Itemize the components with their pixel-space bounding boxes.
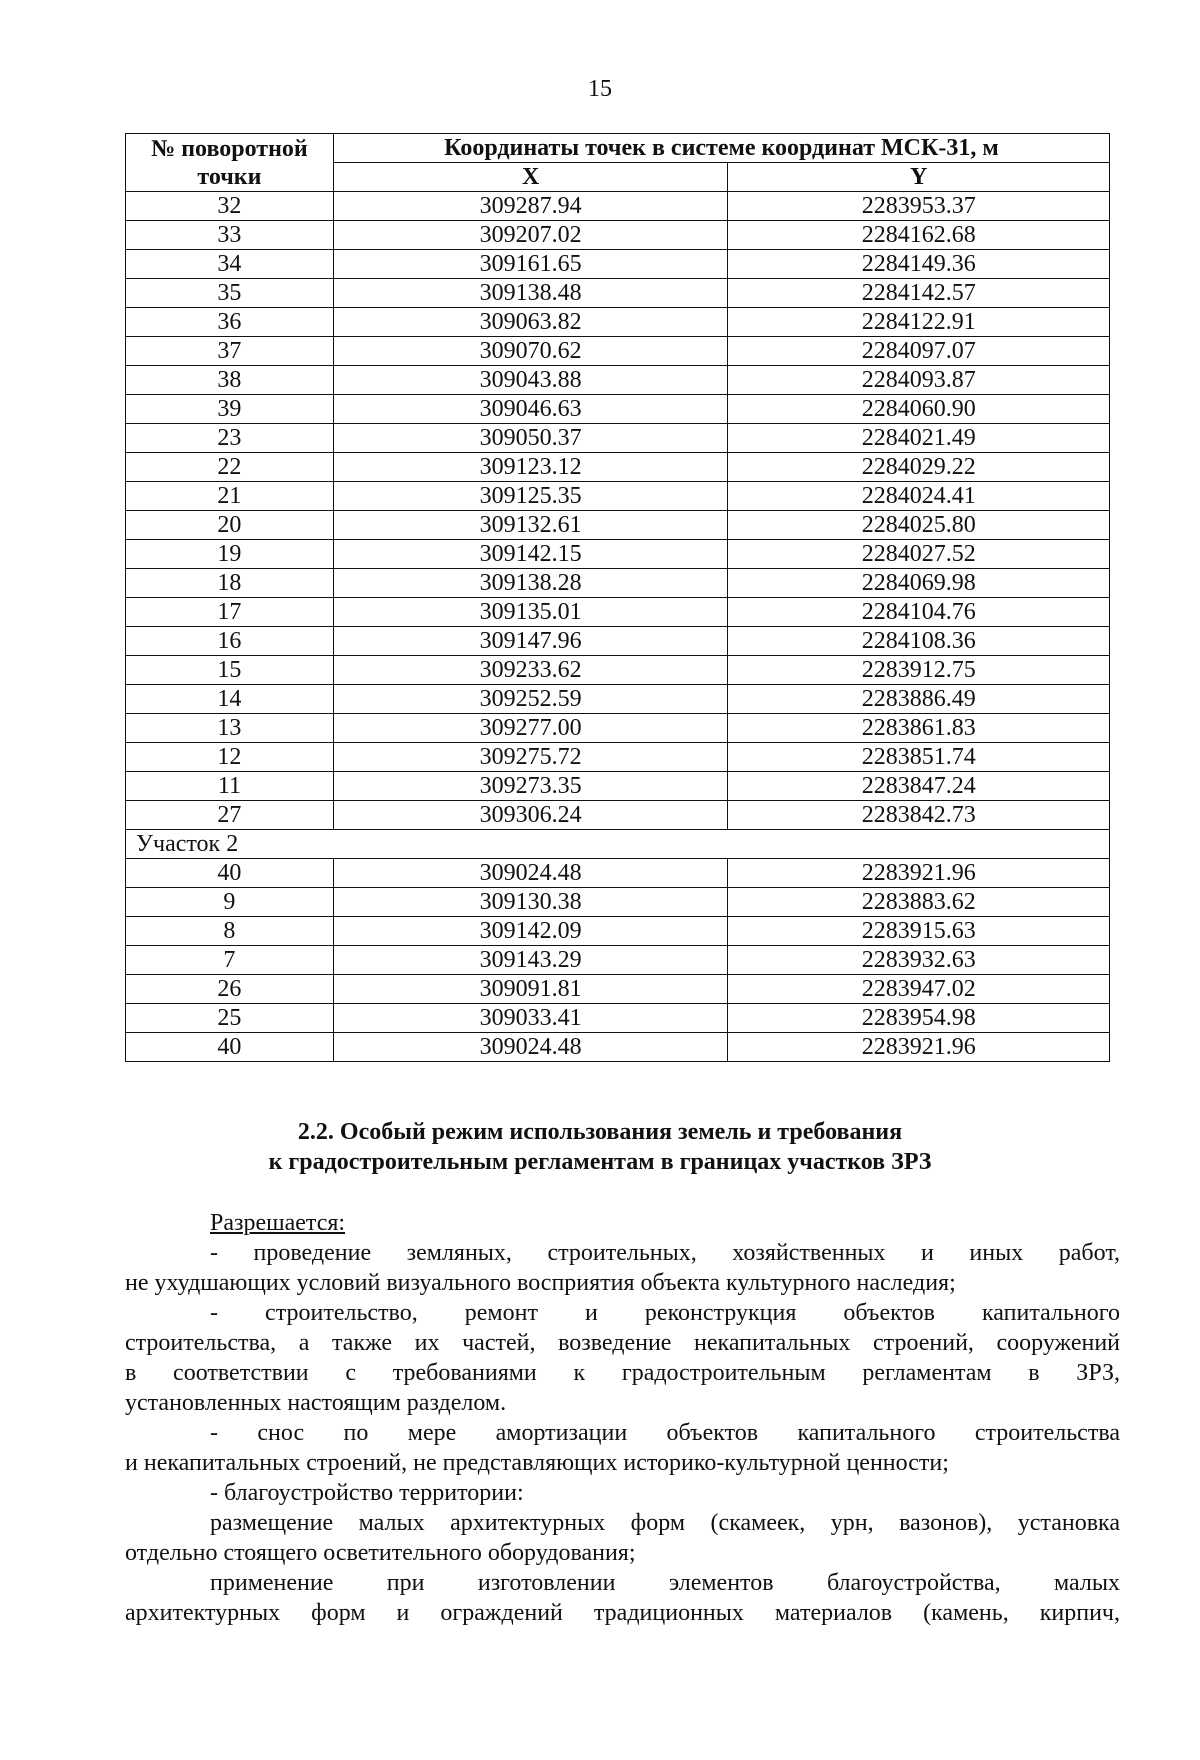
paragraph <box>125 1478 1120 1508</box>
point-number-cell: 40 <box>126 1033 334 1062</box>
table-row <box>126 250 1110 279</box>
x-cell: 309135.01 <box>333 598 728 627</box>
point-number-cell: 11 <box>126 772 334 801</box>
x-cell: 309306.24 <box>333 801 728 830</box>
table-row <box>126 337 1110 366</box>
point-number-cell: 7 <box>126 946 334 975</box>
x-cell: 309142.09 <box>333 917 728 946</box>
x-cell: 309207.02 <box>333 221 728 250</box>
point-number-cell: 20 <box>126 511 334 540</box>
point-number-cell: 8 <box>126 917 334 946</box>
y-cell: 2283886.49 <box>728 685 1110 714</box>
y-cell: 2283953.37 <box>728 192 1110 221</box>
point-number-cell: 25 <box>126 1004 334 1033</box>
table-row <box>126 424 1110 453</box>
point-number-cell: 36 <box>126 308 334 337</box>
point-number-cell: 16 <box>126 627 334 656</box>
text-line: и некапитальных строений, не представляющих историко-культурной ценности; <box>125 1450 949 1476</box>
x-cell: 309130.38 <box>333 888 728 917</box>
x-cell: 309070.62 <box>333 337 728 366</box>
y-cell: 2283921.96 <box>728 1033 1110 1062</box>
paragraph <box>125 1418 1120 1478</box>
y-cell: 2284021.49 <box>728 424 1110 453</box>
point-number-cell: 33 <box>126 221 334 250</box>
y-cell: 2283851.74 <box>728 743 1110 772</box>
table-row <box>126 569 1110 598</box>
text-line: не ухудшающих условий визуального восприятия объекта культурного наследия; <box>125 1270 956 1296</box>
x-cell: 309024.48 <box>333 1033 728 1062</box>
y-cell: 2283915.63 <box>728 917 1110 946</box>
point-number-cell: 37 <box>126 337 334 366</box>
y-cell: 2284162.68 <box>728 221 1110 250</box>
page-number: 15 <box>588 76 612 102</box>
text-line: - благоустройство территории: <box>210 1480 524 1506</box>
y-cell: 2283861.83 <box>728 714 1110 743</box>
coordinates-table <box>125 133 1110 1062</box>
point-number-cell: 32 <box>126 192 334 221</box>
section-label: Участок 2 <box>126 830 1110 859</box>
y-cell: 2284108.36 <box>728 627 1110 656</box>
table-row <box>126 888 1110 917</box>
paragraph <box>125 1568 1120 1628</box>
point-number-cell: 27 <box>126 801 334 830</box>
text-line: применение при изготовлении элементов благоустройства, малых <box>210 1570 1120 1596</box>
x-cell: 309233.62 <box>333 656 728 685</box>
y-cell: 2284122.91 <box>728 308 1110 337</box>
x-cell: 309132.61 <box>333 511 728 540</box>
x-cell: 309273.35 <box>333 772 728 801</box>
table-row <box>126 975 1110 1004</box>
point-number-cell: 22 <box>126 453 334 482</box>
table-row <box>126 453 1110 482</box>
table-row <box>126 685 1110 714</box>
point-number-cell: 9 <box>126 888 334 917</box>
point-number-header: № поворотной точки <box>126 134 334 192</box>
x-cell: 309138.48 <box>333 279 728 308</box>
table-row <box>126 801 1110 830</box>
x-cell: 309138.28 <box>333 569 728 598</box>
table-row <box>126 221 1110 250</box>
point-number-cell: 21 <box>126 482 334 511</box>
x-cell: 309043.88 <box>333 366 728 395</box>
table-row <box>126 859 1110 888</box>
paragraph <box>125 1238 1120 1298</box>
table-row <box>126 308 1110 337</box>
table-row <box>126 714 1110 743</box>
table-row <box>126 772 1110 801</box>
table-row <box>126 366 1110 395</box>
table-row <box>126 946 1110 975</box>
table-row <box>126 1004 1110 1033</box>
table-row <box>126 598 1110 627</box>
y-cell: 2283932.63 <box>728 946 1110 975</box>
text-line: размещение малых архитектурных форм (скамеек, урн, вазонов), установка <box>210 1510 1120 1536</box>
y-cell: 2283847.24 <box>728 772 1110 801</box>
point-number-cell: 14 <box>126 685 334 714</box>
allowed-label: Разрешается: <box>210 1210 346 1236</box>
paragraph <box>125 1508 1120 1568</box>
point-number-cell: 19 <box>126 540 334 569</box>
paragraph <box>125 1298 1120 1418</box>
y-cell: 2284029.22 <box>728 453 1110 482</box>
y-cell: 2284024.41 <box>728 482 1110 511</box>
point-number-cell: 40 <box>126 859 334 888</box>
y-cell: 2284093.87 <box>728 366 1110 395</box>
y-header: Y <box>728 163 1110 192</box>
y-cell: 2284025.80 <box>728 511 1110 540</box>
heading-line: к градостроительным регламентам в границах участков ЗРЗ <box>268 1149 932 1175</box>
table-row <box>126 743 1110 772</box>
body-text <box>125 1208 1120 1628</box>
text-line: архитектурных форм и ограждений традиционных материалов (камень, кирпич, <box>125 1600 1120 1626</box>
y-cell: 2283842.73 <box>728 801 1110 830</box>
x-cell: 309142.15 <box>333 540 728 569</box>
section-heading <box>0 1117 1200 1177</box>
x-cell: 309275.72 <box>333 743 728 772</box>
point-number-cell: 39 <box>126 395 334 424</box>
text-line: строительства, а также их частей, возведение некапитальных строений, сооружений <box>125 1330 1120 1356</box>
y-cell: 2283912.75 <box>728 656 1110 685</box>
y-cell: 2284142.57 <box>728 279 1110 308</box>
table-row <box>126 192 1110 221</box>
point-number-cell: 34 <box>126 250 334 279</box>
point-number-cell: 17 <box>126 598 334 627</box>
y-cell: 2284149.36 <box>728 250 1110 279</box>
y-cell: 2284097.07 <box>728 337 1110 366</box>
x-cell: 309143.29 <box>333 946 728 975</box>
coords-header: Координаты точек в системе координат МСК-31, м <box>333 134 1109 163</box>
x-header: X <box>333 163 728 192</box>
x-cell: 309091.81 <box>333 975 728 1004</box>
y-cell: 2283883.62 <box>728 888 1110 917</box>
y-cell: 2284027.52 <box>728 540 1110 569</box>
x-cell: 309277.00 <box>333 714 728 743</box>
text-line: - проведение земляных, строительных, хозяйственных и иных работ, <box>210 1240 1120 1266</box>
x-cell: 309033.41 <box>333 1004 728 1033</box>
x-cell: 309161.65 <box>333 250 728 279</box>
x-cell: 309123.12 <box>333 453 728 482</box>
table-row <box>126 279 1110 308</box>
x-cell: 309063.82 <box>333 308 728 337</box>
y-cell: 2284060.90 <box>728 395 1110 424</box>
table-row <box>126 627 1110 656</box>
table-row <box>126 917 1110 946</box>
x-cell: 309050.37 <box>333 424 728 453</box>
x-cell: 309125.35 <box>333 482 728 511</box>
table-row <box>126 540 1110 569</box>
point-number-cell: 23 <box>126 424 334 453</box>
x-cell: 309147.96 <box>333 627 728 656</box>
y-cell: 2283954.98 <box>728 1004 1110 1033</box>
x-cell: 309046.63 <box>333 395 728 424</box>
point-number-cell: 26 <box>126 975 334 1004</box>
x-cell: 309024.48 <box>333 859 728 888</box>
table-row <box>126 1033 1110 1062</box>
y-cell: 2284104.76 <box>728 598 1110 627</box>
point-number-cell: 12 <box>126 743 334 772</box>
heading-line: 2.2. Особый режим использования земель и требования <box>297 1119 903 1145</box>
y-cell: 2283947.02 <box>728 975 1110 1004</box>
point-number-cell: 35 <box>126 279 334 308</box>
y-cell: 2283921.96 <box>728 859 1110 888</box>
text-line: в соответствии с требованиями к градостроительным регламентам в ЗРЗ, <box>125 1360 1120 1386</box>
point-number-cell: 15 <box>126 656 334 685</box>
text-line: отдельно стоящего осветительного оборудования; <box>125 1540 636 1566</box>
table-row <box>126 656 1110 685</box>
text-line: установленных настоящим разделом. <box>125 1390 507 1416</box>
point-number-cell: 38 <box>126 366 334 395</box>
table-row <box>126 482 1110 511</box>
x-cell: 309287.94 <box>333 192 728 221</box>
point-number-cell: 18 <box>126 569 334 598</box>
text-line: - строительство, ремонт и реконструкция объектов капитального <box>210 1300 1120 1326</box>
section-row <box>126 830 1110 859</box>
y-cell: 2284069.98 <box>728 569 1110 598</box>
text-line: - снос по мере амортизации объектов капитального строительства <box>210 1420 1120 1446</box>
x-cell: 309252.59 <box>333 685 728 714</box>
table-row <box>126 511 1110 540</box>
point-number-cell: 13 <box>126 714 334 743</box>
table-row <box>126 395 1110 424</box>
